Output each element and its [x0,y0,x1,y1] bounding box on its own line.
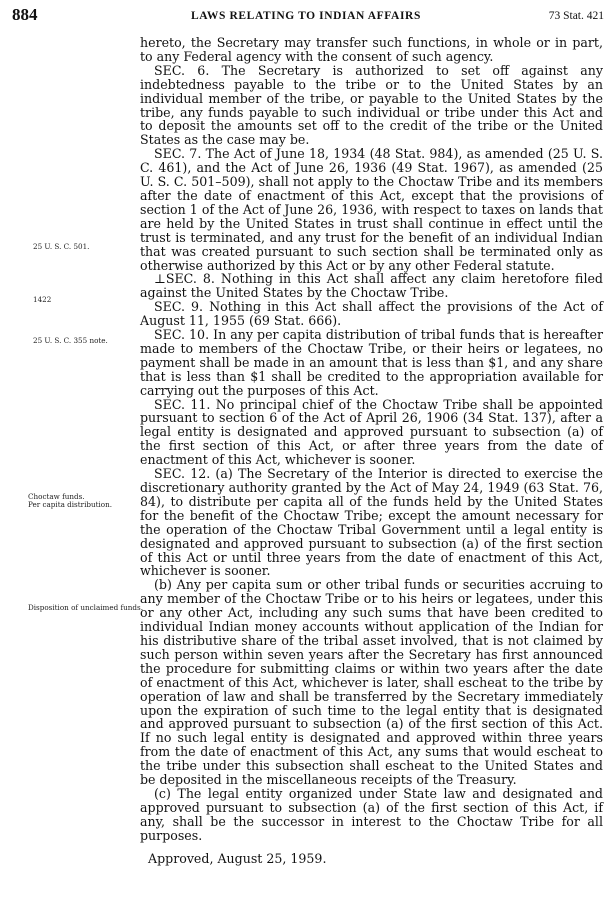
paragraph-continuation: hereto, the Secretary may transfer such functions, in whole or in part, to any Federal agency with the consent of such agency. [140,35,603,64]
section-6: SEC. 6. The Secretary is authorized to set off against any indebtedness payable to the tribe or to the United States by an individual member of the tribe, or payable to the United States by the tribe, any funds payable to such individual or tribe under this Act and to deposit the amounts set off to the credit of the tribe or the United States as the case may be. [140,62,603,148]
section-10: SEC. 10. In any per capita distribution of tribal funds that is hereafter made to members of the Choctaw Tribe, or their heirs or legatees, no payment shall be made in an amount that is less than $1, and any share that is less than $1 shall be credited to the appropriation available for carrying out the purposes of this Act. [140,327,603,398]
margin-note-unclaimed-funds: Disposition of unclaimed funds. [28,603,143,612]
section-12a: SEC. 12. (a) The Secretary of the Interior is directed to exercise the discretionary authority granted by the Act of May 24, 1949 (63 Stat. 76, 84), to distribute per capita all of the funds held by the United States for the benefit of the Choctaw Tribe; except the amount necessary for the operation of the Choctaw Tribal Government until a legal entity is designated and approved pursuant to subsection (a) of the first section of this Act or until three years from the date of enactment of this Act, whichever is sooner. [140,466,603,579]
section-11: SEC. 11. No principal chief of the Choctaw Tribe shall be appointed pursuant to section 6 of the Act of April 26, 1906 (34 Stat. 137), after a legal entity is designated and approved pursuant to subsection (a) of the first section of this Act, or after three years from the date of enactment of this Act, whichever is sooner. [140,396,603,468]
section-12c: (c) The legal entity organized under State law and designated and approved pursuant to subsection (a) of the first section of this Act, if any, shall be the successor in interest to the Choctaw Tribe for all purposes. [140,785,603,843]
margin-note-usc-355: 25 U. S. C. 355 note. [33,336,108,345]
margin-note-page-marker: 1422 [33,295,52,304]
running-head: LAWS RELATING TO INDIAN AFFAIRS [191,10,421,22]
page-number: 884 [12,5,38,24]
section-9: SEC. 9. Nothing in this Act shall affect the provisions of the Act of August 11, 1955 (69 Stat. 666). [140,299,603,329]
approval-date: Approved, August 25, 1959. [148,850,327,866]
stat-citation: 73 Stat. 421 [548,10,604,22]
margin-note-choctaw-funds: Choctaw funds. Per capita distribution. [28,492,113,509]
margin-note-usc-501: 25 U. S. C. 501. [33,242,90,251]
section-8: ⊥SEC. 8. Nothing in this Act shall affect any claim heretofore filed against the United States by the Choctaw Tribe. [140,271,603,301]
section-7: SEC. 7. The Act of June 18, 1934 (48 Stat. 984), as amended (25 U. S. C. 461), and the Act of June 26, 1936 (49 Stat. 1967), as amended (25 U. S. C. 501–509), shall not apply to the Choctaw Tribe and its members after the date of enactment of this Act, except that the provisions of section 1 of the Act of June 26, 1936, with respect to taxes on lands that are held by the United States in trust shall continue in effect until the trust is terminated, and any trust for the benefit of an individual Indian that was created pursuant to such section shall be terminated only as otherwise authorized by this Act or by any other Federal statute. [140,146,603,273]
section-12b: (b) Any per capita sum or other tribal funds or securities accruing to any member of the Choctaw Tribe or to his heirs or legatees, under this or any other Act, including any such sums that have been credited to individual Indian money accounts without application of the Indian for his distributive share of the tribal asset involved, that is not claimed by such person within seven years after the Secretary has first announced the procedure for submitting claims or within two years after the date of enactment of this Act, whichever is later, shall escheat to the tribe by operation of law and shall be transferred by the Secretary immediately upon the expiration of such time to the legal entity that is designated and approved pursuant to subsection (a) of the first section of this Act. If no such legal entity is designated and approved within three years from the date of enactment of this Act, any sums that would escheat to the tribe under this subsection shall escheat to the United States and be deposited in the miscellaneous receipts of the Treasury. [140,577,603,788]
statute-text [140,36,603,865]
